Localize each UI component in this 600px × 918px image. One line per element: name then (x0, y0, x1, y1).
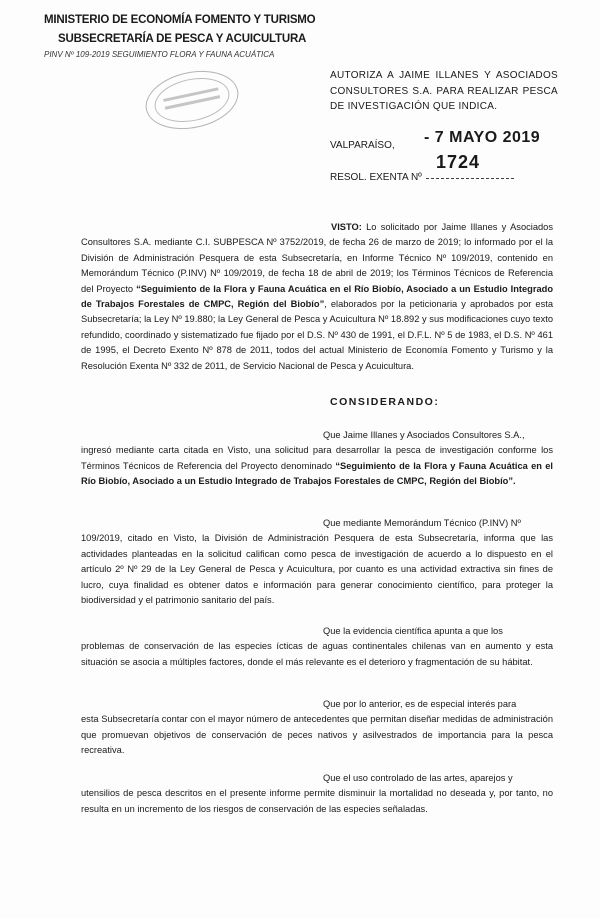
resolution-number: 1724 (436, 152, 481, 172)
place-label: VALPARAÍSO, (330, 140, 395, 151)
paragraph-lead: Que mediante Memorándum Técnico (P.INV) Nº (323, 518, 521, 528)
paragraph-lead: Que la evidencia científica apunta a que los (323, 626, 503, 636)
paragraph-project: “Seguimiento de la Flora y Fauna Acuática en el Río Biobío, Asociado a un Estudio Integrado de Trabajos Forestales de CMPC, Región del Biobío”. (81, 460, 553, 487)
considerando-paragraph-2 (81, 516, 553, 608)
paragraph-lead: Que Jaime Illanes y Asociados Consultores S.A., (323, 430, 525, 440)
paragraph-text: problemas de conservación de las especies ícticas de aguas continentales chilenas van en aumento y esta situación se asocia a múltiples factores, donde el más relevante es el deterioro y fragmentación de su hábitat. (81, 641, 553, 667)
considerando-paragraph-1 (81, 428, 553, 490)
considerando-paragraph-5 (81, 771, 553, 817)
paragraph-text: 109/2019, citado en Visto, la División de Administración Pesquera de esta Subsecretaría, informa que las actividades planteadas en la solicitud califican como pesca de investigación de acuerdo a lo dispuesto en el artículo 2º Nº 29 de la Ley General de Pesca y Acuicultura, por cuanto es una actividad extractiva sin fines de lucro, cuya finalidad es obtener datos e información para generar conocimiento científico, para proteger la biodiversidad y el patrimonio sanitario del país. (81, 533, 553, 606)
visto-label: VISTO: (331, 222, 362, 232)
paragraph-lead: Que el uso controlado de las artes, aparejos y (323, 773, 513, 783)
considerando-heading: CONSIDERANDO: (330, 396, 440, 408)
resolution-label: RESOL. EXENTA Nº (330, 172, 422, 183)
visto-text: Lo solicitado por Jaime Illanes y Asociados Consultores S.A. mediante C.I. SUBPESCA Nº 3752/2019, de fecha 26 de marzo de 2019; lo informado por el la División de Administración Pesquera de esta Subsecretaría, en Informe Técnico Nº 109/2019, contenido en Memorándum Técnico (P.INV) Nº 109/2019, de fecha 18 de abril de 2019; los Términos Técnicos de Referencia del Proyecto (81, 222, 553, 294)
visto-project: “Seguimiento de la Flora y Fauna Acuática en el Río Biobío, Asociado a un Estudio Integrado de Trabajos Forestales de CMPC, Región del Biobío” (81, 283, 554, 310)
considerando-paragraph-3 (81, 624, 553, 670)
subsecretaria-header: SUBSECRETARÍA DE PESCA Y ACUICULTURA (58, 33, 307, 45)
ministry-header: MINISTERIO DE ECONOMÍA FOMENTO Y TURISMO (44, 14, 316, 26)
paragraph-text: utensilios de pesca descritos en el presente informe permite disminuir la mortalidad no deseada y, por tanto, no resulta en un incremento de los riesgos de conservación de las especies señaladas. (81, 788, 553, 814)
paragraph-text: ingresó mediante carta citada en Visto, una solicitud para desarrollar la pesca de investigación conforme los Términos Técnicos de Referencia del Proyecto denominado (81, 445, 553, 471)
document-date: - 7 MAYO 2019 (424, 129, 541, 146)
resolution-dash-line (426, 178, 514, 179)
subject-text: AUTORIZA A JAIME ILLANES Y ASOCIADOS CONSULTORES S.A. PARA REALIZAR PESCA DE INVESTIGACIÓN QUE INDICA. (330, 70, 558, 112)
paragraph-lead: Que por lo anterior, es de especial interés para (323, 699, 517, 709)
visto-text-2: , elaborados por la peticionaria y aprobados por esta Subsecretaría; la Ley Nº 19.880; la Ley General de Pesca y Acuicultura Nº 18.892 y sus modificaciones cuyo texto refundido, coordinado y sistematizado fue fijado por el D.S. Nº 430 de 1991, el D.F.L. Nº 5 de 1983, el D.S. Nº 461 de 1995, el Decreto Exento Nº 878 de 2011, todos del actual Ministerio de Economía Fomento y Turismo y la Resolución Exenta Nº 332 de 2011, de Servicio Nacional de Pesca y Acuicultura. (81, 299, 553, 371)
visto-paragraph (81, 220, 553, 374)
office-stamp (140, 63, 244, 137)
file-reference: PINV Nº 109-2019 SEGUIMIENTO FLORA Y FAUNA ACUÁTICA (44, 50, 275, 59)
paragraph-text: esta Subsecretaría contar con el mayor número de antecedentes que permitan diseñar medidas de administración que promuevan objetivos de conservación de peces nativos y asilvestrados de importancia para la pesca recreativa. (81, 714, 553, 756)
considerando-paragraph-4 (81, 697, 553, 759)
